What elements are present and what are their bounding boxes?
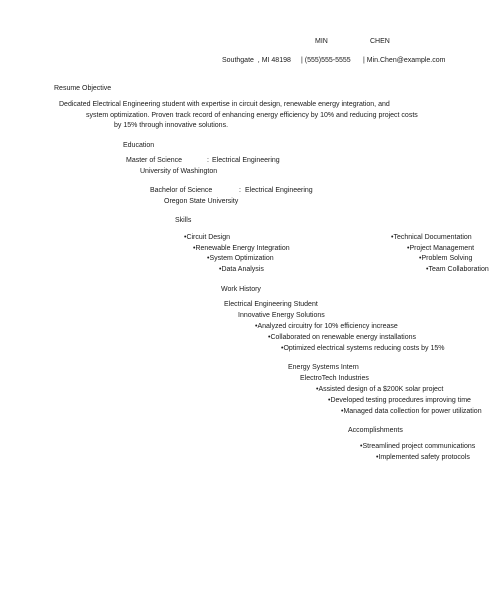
degree: Master of Science <box>126 157 183 164</box>
skills-heading: Skills <box>175 217 192 224</box>
skill-item: •Circuit Design <box>184 234 231 241</box>
degree-field: Electrical Engineering <box>212 157 280 164</box>
accomplishment-item: •Streamlined project communications <box>360 443 476 450</box>
job-bullet: •Assisted design of a $200K solar project <box>316 386 444 393</box>
education-heading: Education <box>123 142 155 149</box>
accomplishments-heading: Accomplishments <box>348 427 403 434</box>
address: Southgate , MI 48198 <box>222 57 291 64</box>
job-bullet: •Managed data collection for power utilization <box>341 408 482 415</box>
job-bullet: •Collaborated on renewable energy installations <box>268 334 416 341</box>
accomplishment-item: •Implemented safety protocols <box>376 454 470 461</box>
email: | Min.Chen@example.com <box>363 57 446 64</box>
degree-separator: : <box>239 187 241 194</box>
last-name: CHEN <box>370 38 390 45</box>
skill-item: •Team Collaboration <box>426 266 489 273</box>
job-bullet: •Optimized electrical systems reducing costs by 15% <box>281 345 445 352</box>
job-title: Electrical Engineering Student <box>224 301 318 308</box>
first-name: MIN <box>315 38 328 45</box>
phone: | (555)555-5555 <box>301 57 351 64</box>
degree-field: Electrical Engineering <box>245 187 313 194</box>
skill-item: •Data Analysis <box>219 266 264 273</box>
objective-line: by 15% through innovative solutions. <box>114 122 229 129</box>
skill-item: •Problem Solving <box>419 255 473 262</box>
objective-heading: Resume Objective <box>54 85 112 92</box>
school: University of Washington <box>140 168 218 175</box>
skill-item: •Project Management <box>407 245 475 252</box>
degree: Bachelor of Science <box>150 187 213 194</box>
job-title: Energy Systems Intern <box>288 364 359 371</box>
skill-item: •Technical Documentation <box>391 234 472 241</box>
degree-separator: : <box>207 157 209 164</box>
objective-line: system optimization. Proven track record of enhancing energy efficiency by 10% and reducing project costs <box>86 112 418 119</box>
school: Oregon State University <box>164 198 239 205</box>
job-company: Innovative Energy Solutions <box>238 312 325 319</box>
work-history-heading: Work History <box>221 286 261 293</box>
job-company: ElectroTech Industries <box>300 375 369 382</box>
job-bullet: •Analyzed circuitry for 10% efficiency increase <box>255 323 398 330</box>
job-bullet: •Developed testing procedures improving time <box>328 397 471 404</box>
skill-item: •Renewable Energy Integration <box>193 245 290 252</box>
objective-line: Dedicated Electrical Engineering student with expertise in circuit design, renewable energy integration, and <box>59 101 390 108</box>
skill-item: •System Optimization <box>207 255 274 262</box>
